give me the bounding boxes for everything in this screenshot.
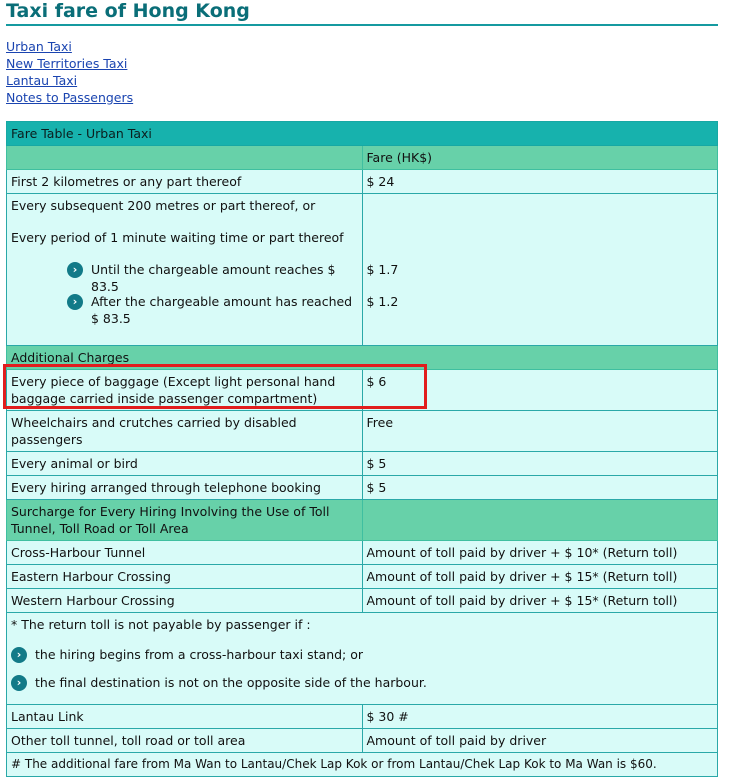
western-fare: Amount of toll paid by driver + $ 15* (Return toll)	[362, 589, 718, 613]
fare-column-header: Fare (HK$)	[362, 146, 718, 170]
other-toll-fare: Amount of toll paid by driver	[362, 729, 718, 753]
subsequent-line-2: Every period of 1 minute waiting time or part thereof	[11, 230, 344, 245]
chevron-right-icon: ›	[67, 294, 83, 310]
table-row	[7, 729, 718, 753]
animal-fare: $ 5	[362, 452, 718, 476]
cross-harbour-label: Cross-Harbour Tunnel	[7, 541, 363, 565]
table-row	[7, 411, 718, 452]
wheelchairs-fare: Free	[362, 411, 718, 452]
western-label: Western Harbour Crossing	[7, 589, 363, 613]
fare-table	[6, 121, 718, 777]
row-label: First 2 kilometres or any part thereof	[7, 170, 363, 194]
return-bullet-1	[11, 646, 713, 674]
table-row	[7, 170, 718, 194]
table-row-subsequent	[7, 194, 718, 346]
fare-after: $ 1.2	[366, 294, 399, 309]
nav-links	[6, 38, 133, 106]
eastern-label: Eastern Harbour Crossing	[7, 565, 363, 589]
telephone-fare: $ 5	[362, 476, 718, 500]
chevron-right-icon: ›	[11, 647, 27, 663]
surcharge-header: Surcharge for Every Hiring Involving the Use of Toll Tunnel, Toll Road or Toll Area	[7, 500, 363, 541]
surcharge-header-empty	[362, 500, 718, 541]
table-row	[7, 476, 718, 500]
bullet-after-label: After the chargeable amount has reached $ 83.5	[91, 294, 353, 326]
bullet-until-label: Until the chargeable amount reaches $ 83.5	[91, 262, 336, 294]
animal-label: Every animal or bird	[7, 452, 363, 476]
chevron-right-icon: ›	[11, 675, 27, 691]
column-header-empty	[7, 146, 363, 170]
footnote-row	[7, 753, 718, 777]
return-toll-note-cell	[7, 613, 718, 705]
additional-charges-header: Additional Charges	[7, 346, 718, 370]
baggage-label: Every piece of baggage (Except light personal hand baggage carried inside passenger compartment)	[7, 370, 363, 411]
table-title: Fare Table - Urban Taxi	[7, 122, 718, 146]
additional-charges-header-row	[7, 346, 718, 370]
table-row-baggage	[7, 370, 718, 411]
bullet-until	[11, 261, 358, 293]
link-notes-to-passengers[interactable]: Notes to Passengers	[6, 90, 134, 105]
link-lantau-taxi[interactable]: Lantau Taxi	[6, 73, 78, 88]
eastern-fare: Amount of toll paid by driver + $ 15* (Return toll)	[362, 565, 718, 589]
table-row	[7, 705, 718, 729]
table-row	[7, 589, 718, 613]
cross-harbour-fare: Amount of toll paid by driver + $ 10* (Return toll)	[362, 541, 718, 565]
lantau-link-fare: $ 30 #	[362, 705, 718, 729]
footnote: # The additional fare from Ma Wan to Lantau/Chek Lap Kok or from Lantau/Chek Lap Kok to Ma Wan is $60.	[7, 753, 718, 777]
bullet-after	[11, 293, 358, 327]
subsequent-fares-cell	[362, 194, 718, 346]
table-header-row	[7, 122, 718, 146]
chevron-right-icon: ›	[67, 262, 83, 278]
table-row	[7, 541, 718, 565]
return-note: * The return toll is not payable by passenger if :	[11, 617, 311, 632]
wheelchairs-label: Wheelchairs and crutches carried by disabled passengers	[7, 411, 363, 452]
table-row	[7, 565, 718, 589]
surcharge-header-row	[7, 500, 718, 541]
table-row	[7, 452, 718, 476]
return-bullet-2	[11, 674, 713, 691]
row-fare: $ 24	[362, 170, 718, 194]
return-bullet-2-text: the final destination is not on the opposite side of the harbour.	[35, 675, 427, 690]
lantau-link-label: Lantau Link	[7, 705, 363, 729]
page-title: Taxi fare of Hong Kong	[6, 0, 718, 26]
fare-until: $ 1.7	[366, 262, 399, 277]
subsequent-line-1: Every subsequent 200 metres or part thereof, or	[11, 198, 316, 213]
link-new-territories-taxi[interactable]: New Territories Taxi	[6, 56, 128, 71]
subsequent-cell	[7, 194, 363, 346]
baggage-fare: $ 6	[362, 370, 718, 411]
column-header-row	[7, 146, 718, 170]
return-bullet-1-text: the hiring begins from a cross-harbour taxi stand; or	[35, 647, 364, 662]
telephone-label: Every hiring arranged through telephone booking	[7, 476, 363, 500]
other-toll-label: Other toll tunnel, toll road or toll area	[7, 729, 363, 753]
return-toll-note-row	[7, 613, 718, 705]
link-urban-taxi[interactable]: Urban Taxi	[6, 39, 72, 54]
